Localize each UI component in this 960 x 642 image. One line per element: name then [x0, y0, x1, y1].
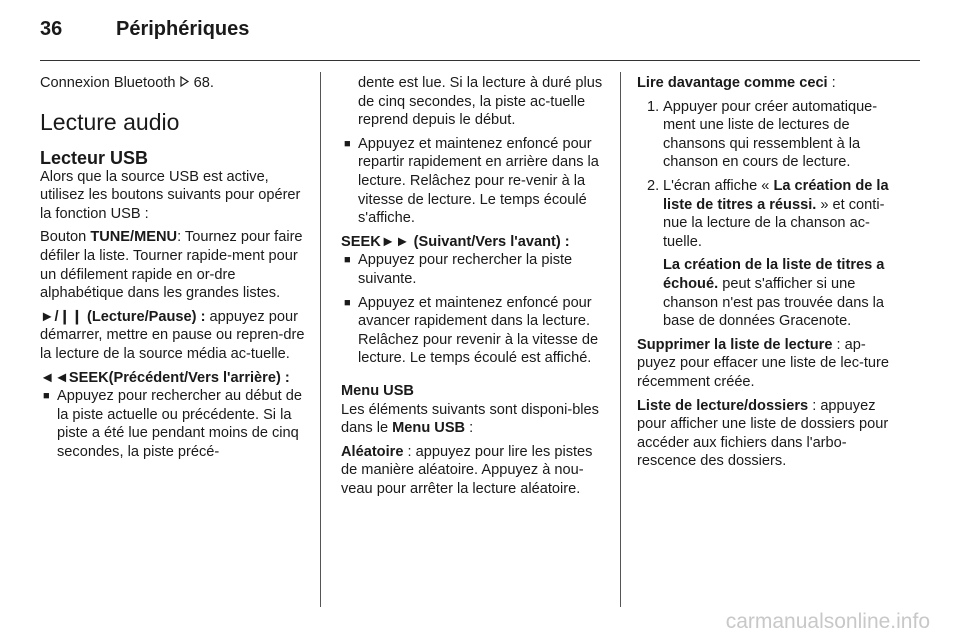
watermark: carmanualsonline.info	[725, 610, 930, 633]
paragraph-play-pause: ►/❙❙ (Lecture/Pause) : appuyez pour démarrer, mettre en pause ou repren-dre la lecture de la source média ac-tuelle.	[40, 308, 305, 362]
intro-paragraph: Connexion Bluetooth 68.	[40, 75, 214, 91]
page-number: 36	[40, 18, 63, 40]
list-item: ■ Appuyez pour rechercher la piste suivante.	[344, 252, 573, 287]
column-1	[40, 74, 308, 467]
column-3	[637, 74, 901, 476]
page-header	[40, 18, 920, 61]
section-title: Périphériques	[116, 18, 250, 40]
bullet-icon: ■	[344, 254, 351, 267]
paragraph: Alors que la source USB est active, utilisez les boutons suivants pour opérer la fonction USB :	[40, 168, 301, 222]
paragraph-liste-dossiers: Liste de lecture/dossiers : appuyez pour afficher une liste de dossiers pour accéder aux fichiers dans l'arbo-rescence des dossiers.	[637, 397, 889, 470]
list-item: ■ Appuyez et maintenez enfoncé pour avancer rapidement dans la lecture. Relâchez pour revenir à la vitesse de lecture. Le temps écoulé est affiché.	[344, 294, 599, 367]
numbered-item: 1. Appuyer pour créer automatique-ment une liste de lectures de chansons qui ressemblent à la chanson en cours de lecture.	[647, 98, 878, 171]
bullet-icon: ■	[43, 390, 50, 403]
bullet-icon: ■	[344, 137, 351, 150]
column-2	[341, 74, 605, 503]
list-item: ■ Appuyez et maintenez enfoncé pour repartir rapidement en arrière dans la lecture. Relâchez pour re-venir à la vitesse de lecture. Le temps écoulé s'affiche.	[344, 135, 599, 227]
page-reference-link[interactable]: 68.	[193, 75, 214, 91]
seek-back-heading: ◄◄SEEK(Précédent/Vers l'arrière) :	[40, 369, 290, 386]
paragraph-supprimer: Supprimer la liste de lecture : ap-puyez pour effacer une liste de lec-ture récemment créée.	[637, 336, 890, 390]
list-item: ■ Appuyez pour rechercher au début de la piste actuelle ou précédente. Si la piste a été lue pendant moins de cinq secondes, la piste précé-	[43, 388, 303, 460]
column-divider	[620, 72, 621, 607]
play-pause-icon: ►/❙❙	[40, 308, 83, 325]
heading-lecture-audio: Lecture audio	[40, 108, 180, 135]
paragraph-menu-usb: Les éléments suivants sont disponi-bles dans le Menu USB :	[341, 401, 599, 437]
menu-usb-heading: Menu USB	[341, 382, 414, 399]
paragraph-tune-menu: Bouton TUNE/MENU: Tournez pour faire défiler la liste. Tourner rapide-ment pour un défilement rapide en or-dre alphabétique dans les grandes listes.	[40, 229, 303, 302]
seek-forward-heading: SEEK►► (Suivant/Vers l'avant) :	[341, 233, 570, 250]
numbered-item-note: La création de la liste de titres a échoué. peut s'afficher si une chanson n'est pas trouvée dans la base de données Gracenote.	[663, 257, 885, 330]
arrow-ref-icon	[180, 74, 190, 93]
bullet-icon: ■	[344, 296, 351, 309]
numbered-item: 2. L'écran affiche « La création de la liste de titres a réussi. » et conti-nue la lecture de la chanson ac-tuelle.	[647, 177, 889, 250]
paragraph-aleatoire: Aléatoire : appuyez pour lire les pistes de manière aléatoire. Appuyez à nou-veau pour arrêter la lecture aléatoire.	[341, 443, 593, 497]
paragraph-continued: dente est lue. Si la lecture à duré plus de cinq secondes, la piste ac-tuelle reprend depuis le début.	[358, 75, 603, 129]
heading-lecteur-usb: Lecteur USB	[40, 147, 149, 168]
column-divider	[320, 72, 321, 607]
lire-davantage-heading: Lire davantage comme ceci :	[637, 75, 836, 91]
